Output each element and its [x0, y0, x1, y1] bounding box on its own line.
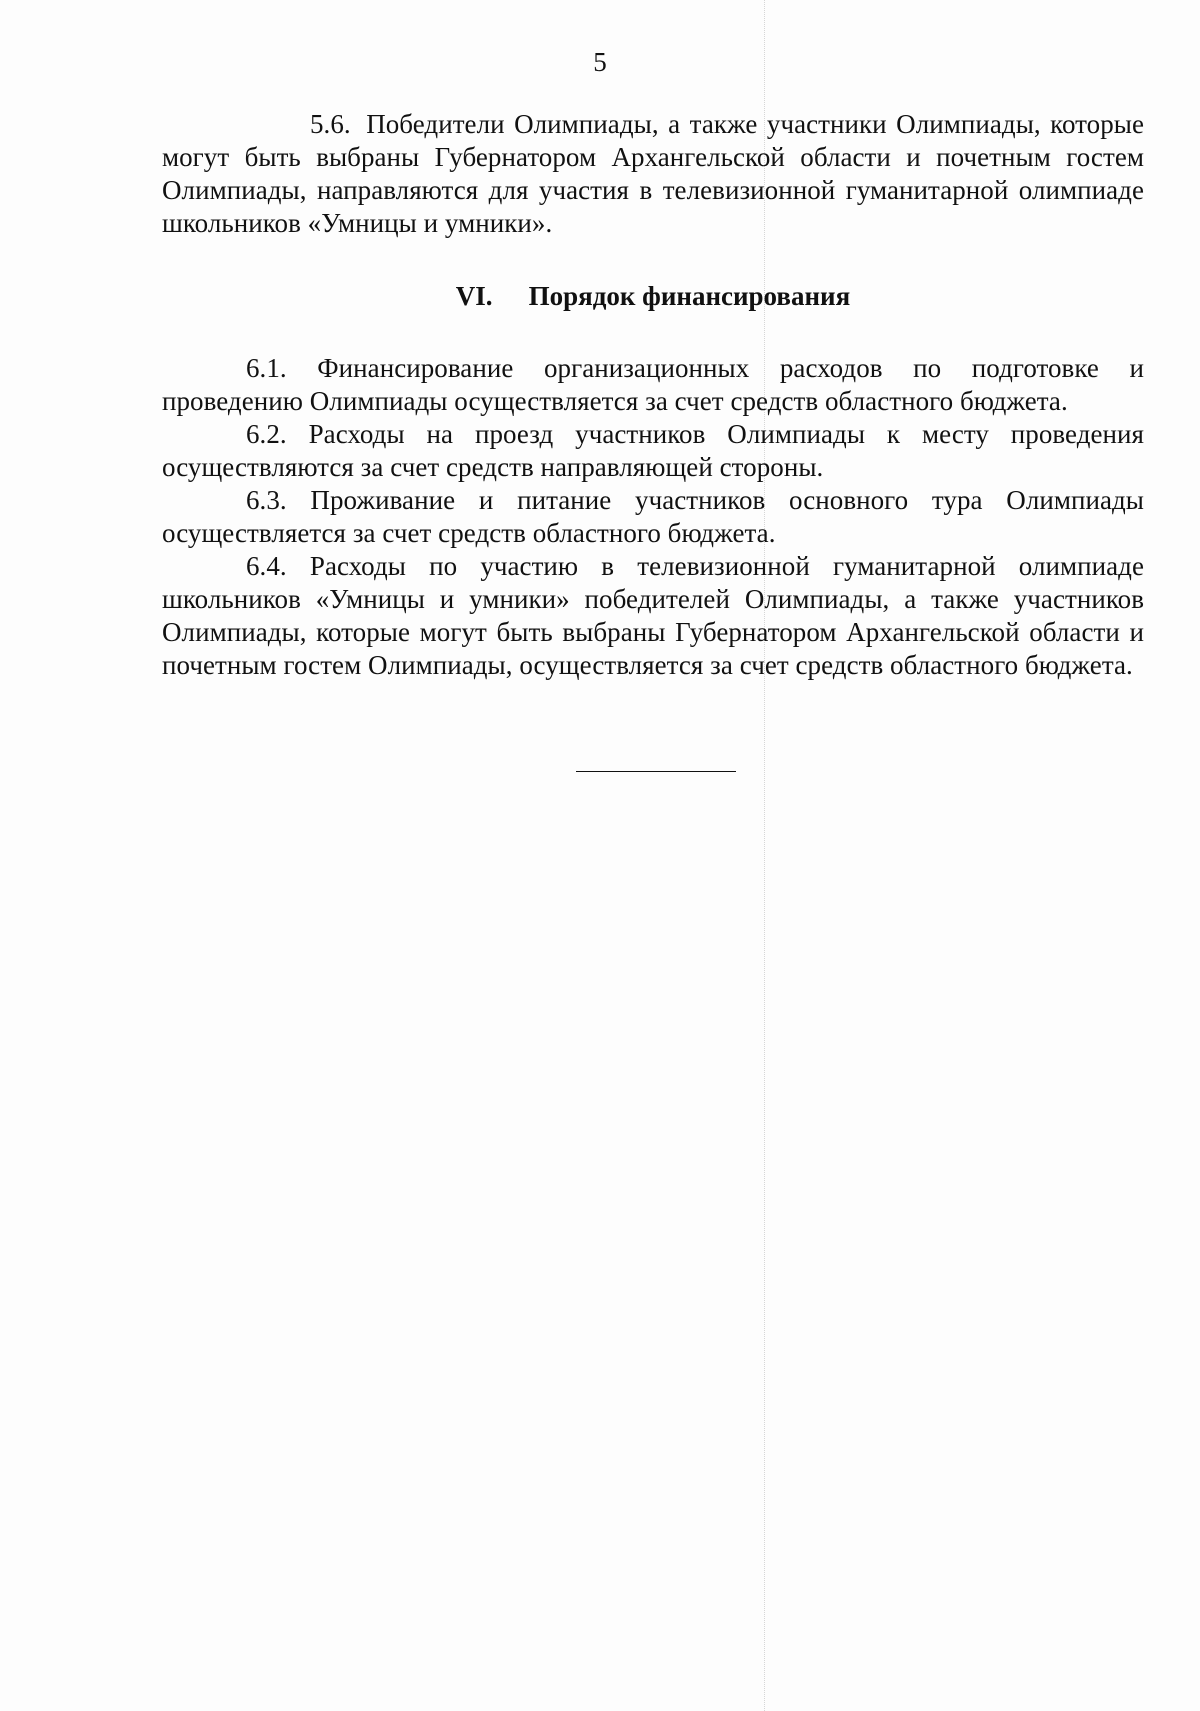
- page-number: 5: [593, 47, 607, 77]
- end-of-document-rule: [576, 771, 736, 772]
- paragraph-text: Победители Олимпиады, а также участники Олимпиады, которые могут быть выбраны Губернатором Архангельской области и почетным гостем Олимпиады, направляются для участия в телевизионной гуманитарной олимпиаде школьников «Умницы и умники».: [162, 109, 1144, 238]
- section-roman-numeral: VI.: [455, 281, 493, 311]
- paragraph-5-6: [162, 108, 1144, 240]
- paragraph-6-1: 6.1. Финансирование организационных расходов по подготовке и проведению Олимпиады осуществляется за счет средств областного бюджета.: [162, 353, 1144, 416]
- paragraph-6-2: 6.2. Расходы на проезд участников Олимпиады к месту проведения осуществляются за счет средств направляющей стороны.: [162, 419, 1144, 482]
- paragraph-number: 5.6.: [310, 109, 351, 139]
- document-body: [162, 108, 1144, 682]
- section-title: Порядок финансирования: [528, 281, 851, 311]
- section-heading: [162, 278, 1144, 314]
- paragraph-6-3: 6.3. Проживание и питание участников основного тура Олимпиады осуществляется за счет средств областного бюджета.: [162, 485, 1144, 548]
- paragraph-6-4: 6.4. Расходы по участию в телевизионной гуманитарной олимпиаде школьников «Умницы и умники» победителей Олимпиады, а также участников Олимпиады, которые могут быть выбраны Губернатором Архангельской области и почетным гостем Олимпиады, осуществляется за счет средств областного бюджета.: [162, 551, 1144, 680]
